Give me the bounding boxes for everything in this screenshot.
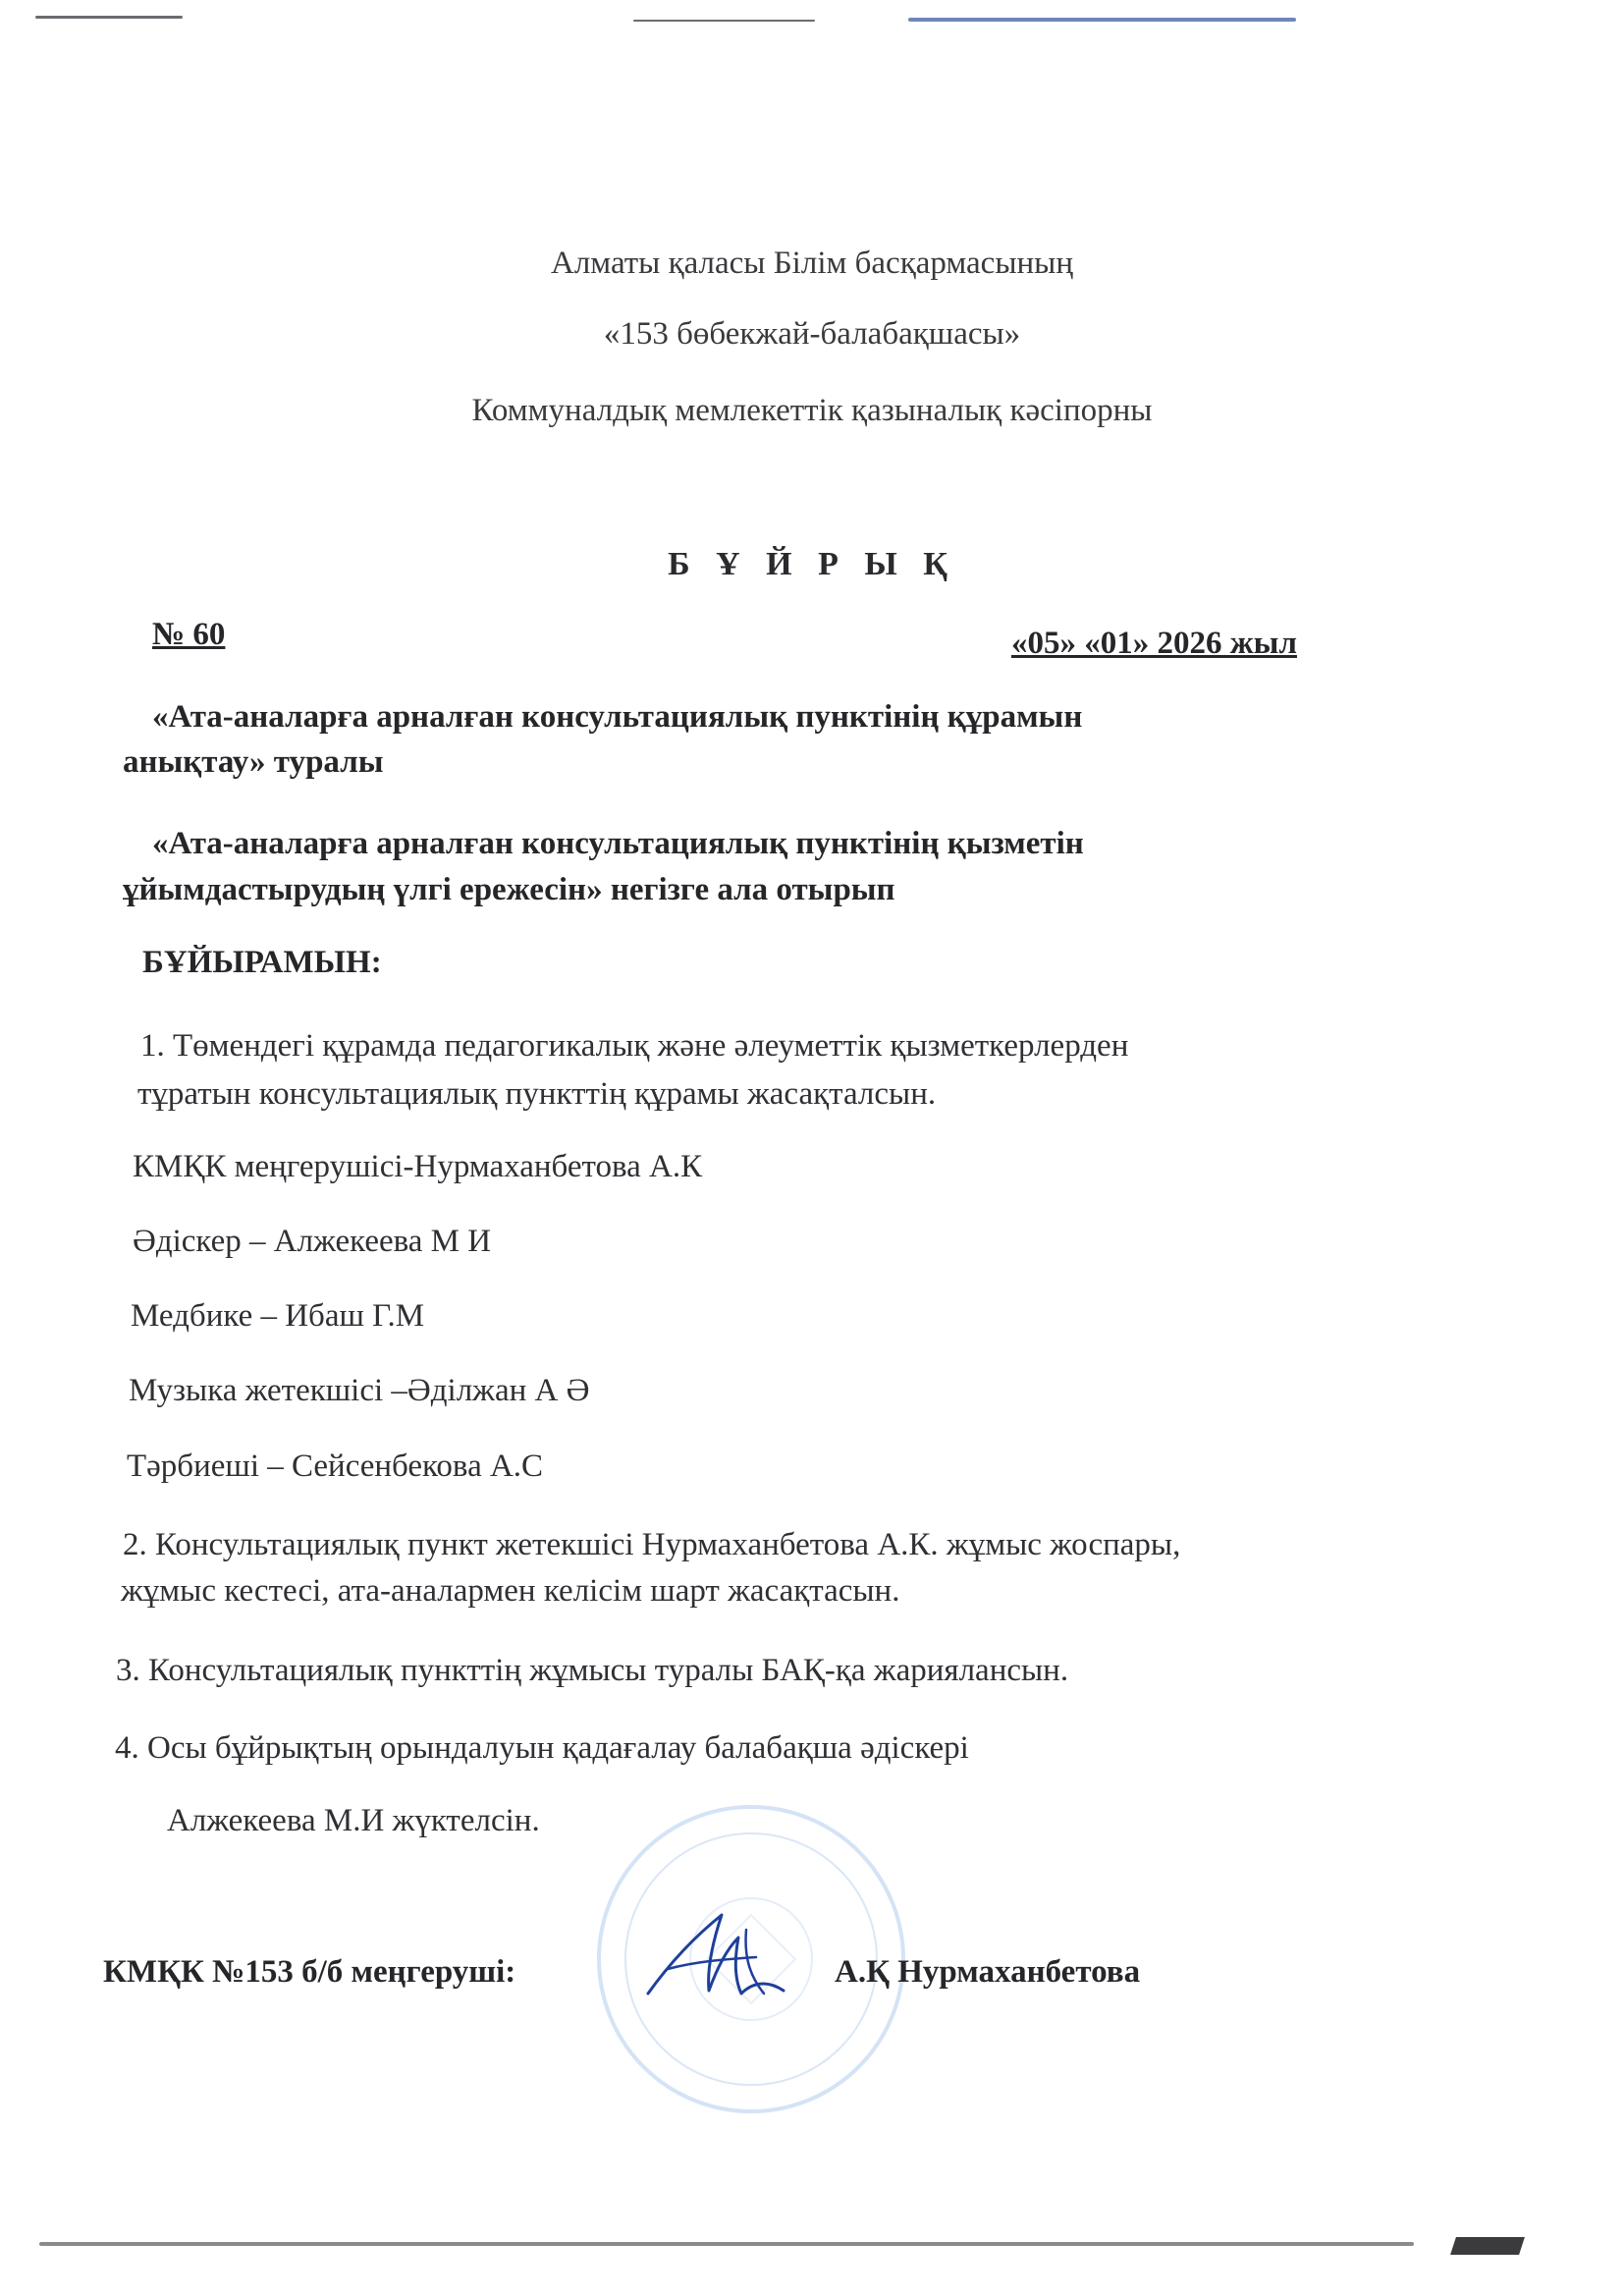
member-nurse: Медбике – Ибаш Г.М	[131, 1298, 425, 1334]
order-date: «05» «01» 2026 жыл	[1011, 626, 1297, 661]
item-3: 3. Консультациялық пункттің жұмысы туралы БАҚ-қа жариялансын.	[116, 1653, 1069, 1688]
item-4-line-1: 4. Осы бұйрықтың орындалуын қадағалау балабақша әдіскері	[115, 1730, 969, 1766]
order-basis-line-1: «Ата-аналарға арналған консультациялық пунктінің қызметін	[152, 826, 1084, 861]
handwritten-signature	[628, 1900, 815, 2018]
member-music-director: Музыка жетекшісі –Әділжан А Ә	[129, 1373, 590, 1408]
member-head: КМҚК меңгерушісі-Нурмаханбетова А.К	[133, 1149, 703, 1184]
signatory-position: КМҚК №153 б/б меңгеруші:	[103, 1954, 516, 1990]
order-command: БҰЙЫРАМЫН:	[142, 945, 382, 980]
item-1-line-1: 1. Төмендегі құрамда педагогикалық және әлеуметтік қызметкерлерден	[140, 1028, 1129, 1064]
org-line-2: «153 бөбекжай-балабақшасы»	[603, 316, 1021, 352]
org-line-1: Алматы қаласы Білім басқармасының	[550, 246, 1073, 281]
signatory-name: А.Қ Нурмаханбетова	[835, 1954, 1141, 1990]
item-2-line-1: 2. Консультациялық пункт жетекшісі Нурмаханбетова А.К. жұмыс жоспары,	[123, 1527, 1181, 1562]
order-title: Б Ұ Й Р Ы Қ	[668, 546, 956, 582]
scan-artifact-top-left	[35, 16, 183, 19]
scan-artifact-bottom	[39, 2242, 1414, 2246]
item-4-line-2: Алжекеева М.И жүктелсін.	[167, 1803, 540, 1838]
member-methodist: Әдіскер – Алжекеева М И	[133, 1224, 492, 1259]
order-subject-line-2: анықтау» туралы	[123, 744, 384, 780]
org-line-3: Коммуналдық мемлекеттік қазыналық кәсіпорны	[471, 393, 1153, 428]
scan-artifact-corner	[1450, 2237, 1525, 2255]
order-basis-line-2: ұйымдастырудың үлгі ережесін» негізге ала отырып	[123, 872, 895, 907]
member-teacher: Тәрбиеші – Сейсенбекова А.С	[127, 1449, 544, 1484]
scan-artifact-top-right	[908, 18, 1296, 22]
order-number: № 60	[152, 617, 226, 652]
scan-artifact-top-middle	[633, 20, 815, 22]
item-2-line-2: жұмыс кестесі, ата-аналармен келісім шарт жасақтасын.	[121, 1573, 900, 1609]
item-1-line-2: тұратын консультациялық пункттің құрамы жасақталсын.	[137, 1076, 937, 1112]
order-subject-line-1: «Ата-аналарға арналған консультациялық пунктінің құрамын	[152, 699, 1083, 735]
